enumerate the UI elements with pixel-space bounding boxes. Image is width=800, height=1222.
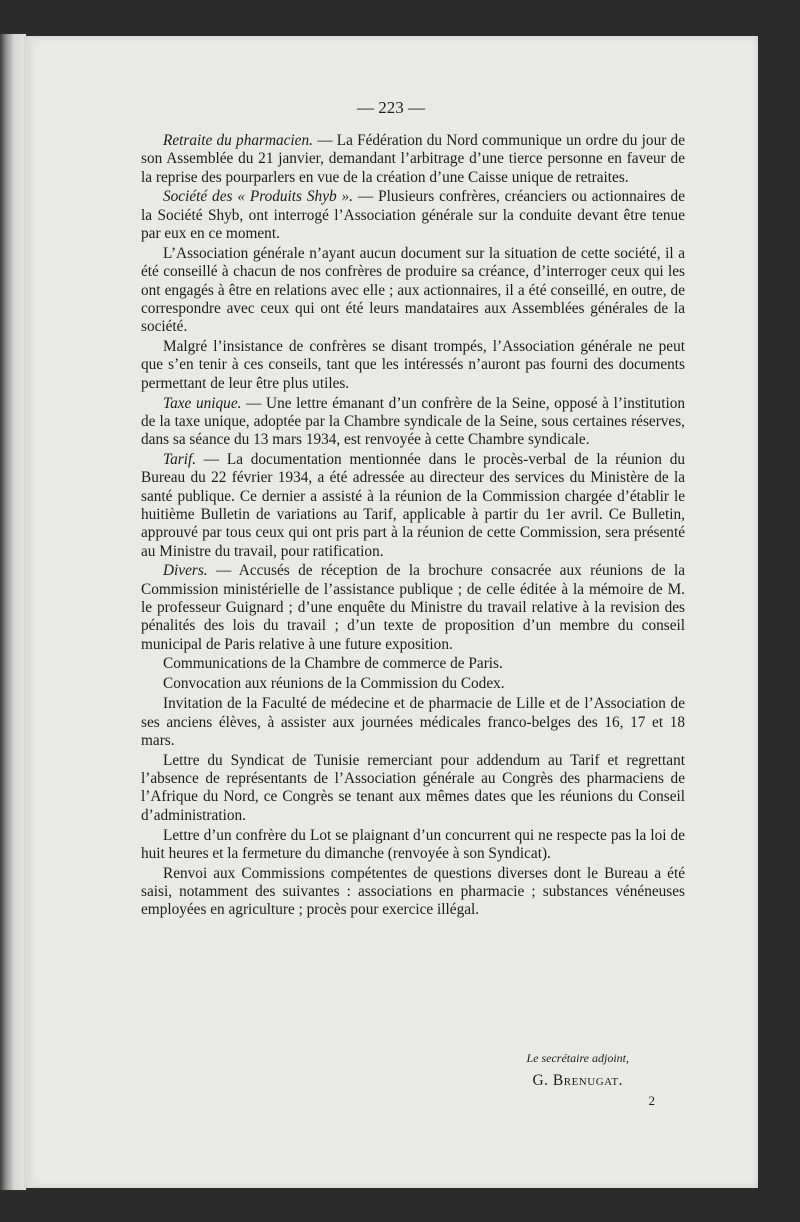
scan-binding-edge [0, 34, 26, 1190]
paragraph-shyb [141, 188, 685, 243]
paragraph-lot [141, 827, 685, 864]
paragraph-text: Invitation de la Faculté de médecine et de pharmacie de Lille et de l’Association de ses anciens élèves, à assister aux journées médicales franco-belges des 16, 17 et 18 mars. [141, 695, 685, 749]
paragraph-text: — Accusés de réception de la brochure consacrée aux réunions de la Commission ministérielle de l’assistance publique ; de celle éditée à la mémoire de M. le professeur Guignard ; d’une enquête du Ministre du travail relative à la revision des pénalités des lois du travail ; d’un texte de proposition d’un membre du conseil municipal de Paris relative à une future exposition. [141, 562, 685, 653]
paragraph-text: Convocation aux réunions de la Commission du Codex. [163, 675, 505, 693]
page-number: — 223 — [357, 98, 425, 117]
paragraph-association [141, 245, 685, 336]
body-text [141, 132, 685, 921]
paragraph-retraite [141, 132, 685, 187]
paragraph-malgre [141, 338, 685, 393]
paragraph-text: — La documentation mentionnée dans le procès-verbal de la réunion du Bureau du 22 février 1934, a été adressée au directeur des services du Ministère de la santé publique. Ce dernier a assisté à la réunion de la Commission chargée d’établir le huitième Bulletin de variations au Tarif, applicable à partir du 1er avril. Ce Bulletin, approuvé par tous ceux qui ont pris part à la réunion de cette Commission, sera présenté au Ministre du travail, pour ratification. [141, 451, 685, 560]
paragraph-tunisie [141, 752, 685, 825]
paragraph-text: — Plusieurs confrères, créanciers ou actionnaires de la Société Shyb, ont interrogé l’Association générale sur la conduite devant être tenue par eux en ce moment. [141, 188, 685, 243]
paragraph-text: — Une lettre émanant d’un confrère de la Seine, opposé à l’institution de la taxe unique, adoptée par la Chambre syndicale de la Seine, sous certaines réserves, dans sa séance du 13 mars 1934, est renvoyée à cette Chambre syndicale. [141, 394, 685, 449]
paragraph-text: Communications de la Chambre de commerce de Paris. [163, 655, 503, 673]
paragraph-label: Tarif. [163, 451, 197, 469]
paragraph-text: L’Association générale n’ayant aucun document sur la situation de cette société, il a été conseillé à chacun de nos confrères de produire sa créance, d’interroger ceux qui les ont engagés à être en relations avec elle ; aux actionnaires, il a été conseillé, en outre, de correspondre avec ceux qui ont été leurs mandataires aux Assemblées générales de la société. [141, 244, 685, 336]
document-page [24, 36, 758, 1188]
paragraph-taxe [141, 395, 685, 450]
paragraph-label: Société des « Produits Shyb ». [163, 188, 353, 206]
paragraph-renvoi [141, 865, 685, 920]
signature-block [526, 1051, 629, 1090]
paragraph-chambre-commerce [141, 655, 685, 673]
paragraph-label: Taxe unique. [163, 394, 242, 412]
paragraph-tarif [141, 451, 685, 561]
paragraph-text: Lettre d’un confrère du Lot se plaignant d’un concurrent qui ne respecte pas la loi de huit heures et la fermeture du dimanche (renvoyée à son Syndicat). [141, 826, 685, 862]
paragraph-text: Lettre du Syndicat de Tunisie remerciant pour addendum au Tarif et regrettant l’absence de représentants de l’Association générale au Congrès des pharmaciens de l’Afrique du Nord, ce Congrès se tenant aux mêmes dates que les réunions du Conseil d’administration. [141, 751, 685, 824]
paragraph-text: — La Fédération du Nord communique un ordre du jour de son Assemblée du 21 janvier, demandant l’arbitrage d’une tierce personne en faveur de la reprise des pourparlers en vue de la création d’une Caisse unique de retraites. [141, 132, 685, 186]
paragraph-codex [141, 675, 685, 693]
signature-title: Le secrétaire adjoint, [526, 1051, 629, 1065]
signature-name: G. Brenugat. [532, 1072, 623, 1089]
paragraph-label: Retraite du pharmacien. [163, 132, 313, 149]
paragraph-label: Divers. [163, 562, 208, 580]
paragraph-text: Renvoi aux Commissions compétentes de questions diverses dont le Bureau a été saisi, notamment des suivantes : associations en pharmacie ; substances vénéneuses employées en agriculture ; procès pour exercice illégal. [141, 864, 685, 919]
signature-mark: 2 [648, 1093, 655, 1108]
paragraph-text: Malgré l’insistance de confrères se disant trompés, l’Association générale ne peut que s’en tenir à ces conseils, tant que les intéressés n’auront pas fourni des documents permettant de leur être plus utiles. [141, 338, 685, 392]
paragraph-invitation [141, 695, 685, 750]
paragraph-divers [141, 562, 685, 653]
